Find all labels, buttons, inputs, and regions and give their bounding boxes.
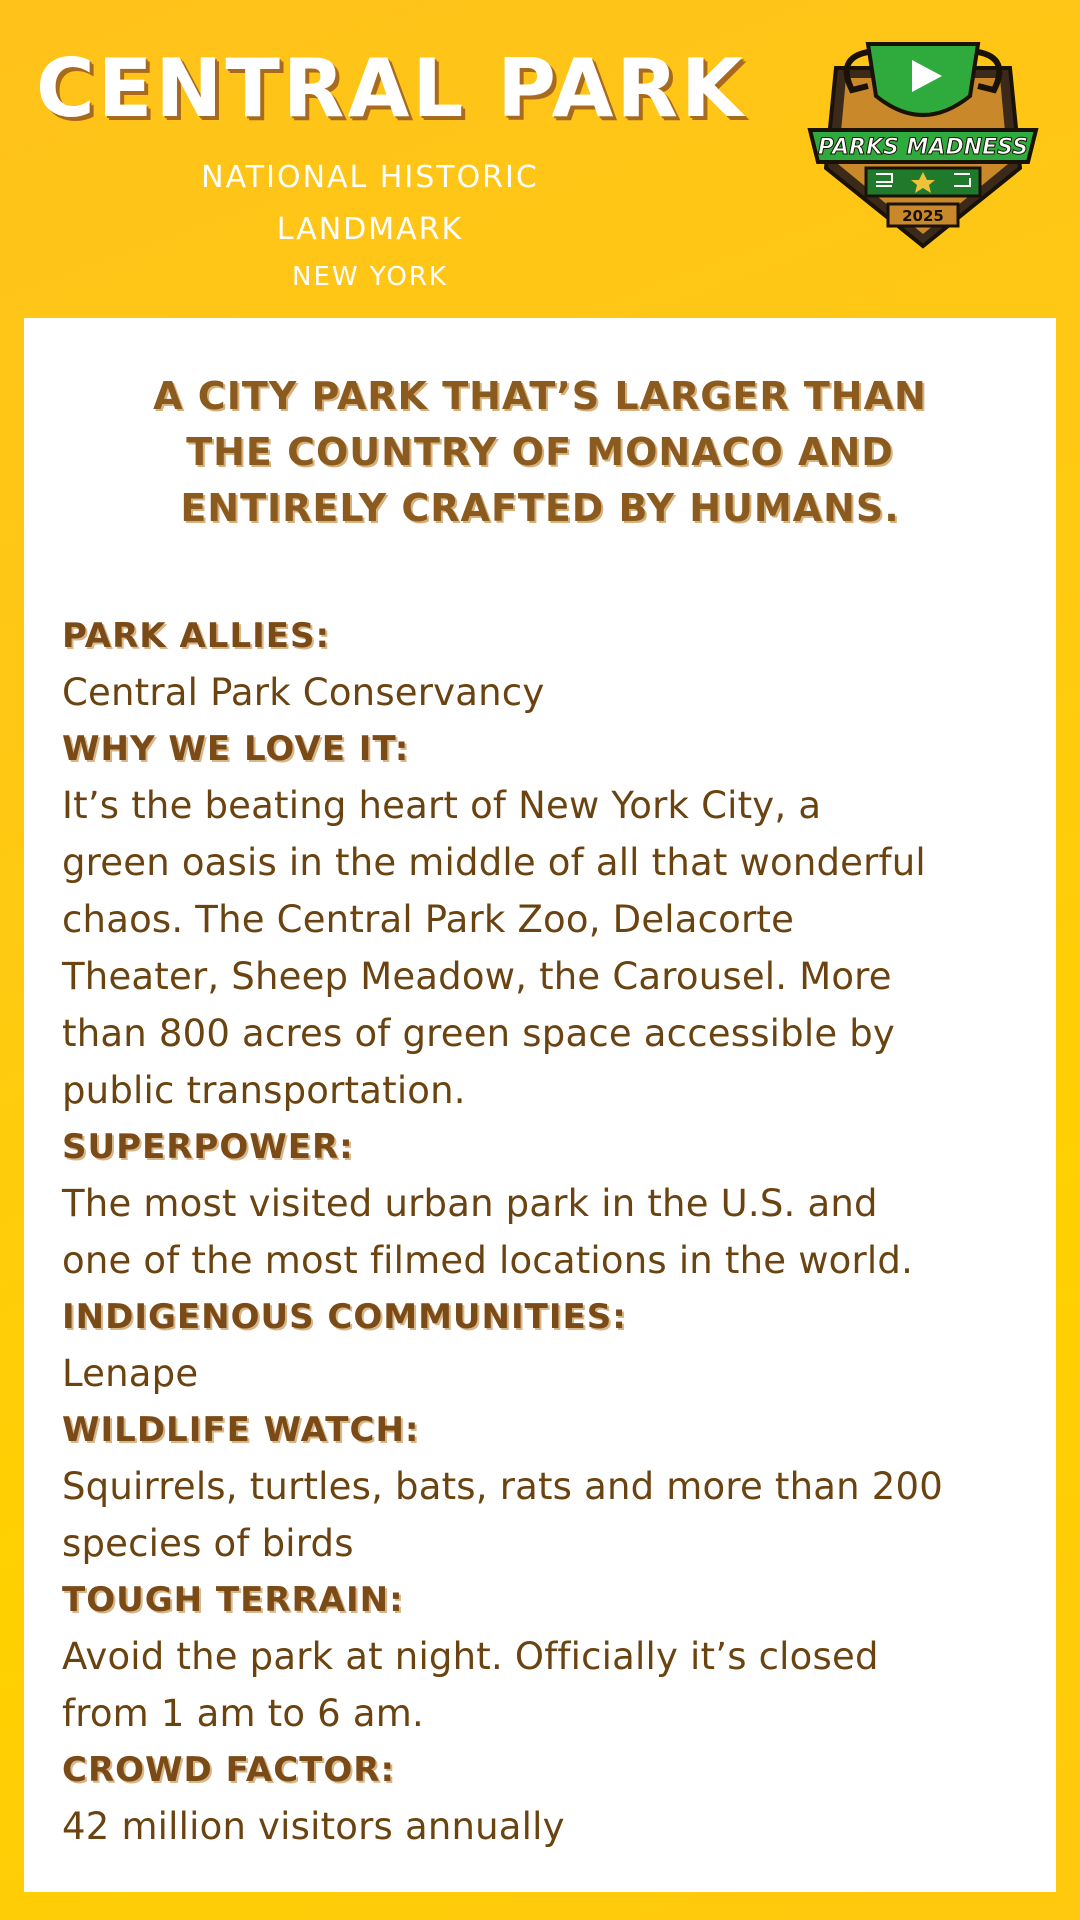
section-text: The most visited urban park in the U.S. and (62, 1182, 878, 1225)
section-text: 42 million visitors annually (62, 1805, 565, 1848)
state-label: NEW YORK (292, 262, 448, 292)
tagline-line: A CITY PARK THAT’S LARGER THAN (153, 374, 927, 418)
designation-line-1: NATIONAL HISTORIC (201, 160, 539, 195)
section-label-park-allies: PARK ALLIES: (62, 616, 331, 656)
tagline-line: ENTIRELY CRAFTED BY HUMANS. (180, 486, 900, 530)
section-text: Central Park Conservancy (62, 671, 545, 714)
section-text: one of the most filmed locations in the world. (62, 1239, 914, 1282)
section-label-crowd-factor: CROWD FACTOR: (62, 1750, 396, 1790)
section-label-indigenous-communities: INDIGENOUS COMMUNITIES: (62, 1297, 627, 1337)
section-text: green oasis in the middle of all that wonderful (62, 841, 926, 884)
section-text: Avoid the park at night. Officially it’s closed (62, 1635, 879, 1678)
section-text: from 1 am to 6 am. (62, 1692, 424, 1735)
section-label-why-we-love-it: WHY WE LOVE IT: (62, 729, 410, 769)
section-text: It’s the beating heart of New York City, a (62, 784, 822, 827)
section-label-tough-terrain: TOUGH TERRAIN: (62, 1580, 404, 1620)
tagline (24, 368, 1056, 536)
section-text: chaos. The Central Park Zoo, Delacorte (62, 898, 795, 941)
section-text: public transportation. (62, 1069, 466, 1112)
designation-line-2: LANDMARK (276, 212, 464, 247)
section-text: Lenape (62, 1352, 199, 1395)
section-text: Theater, Sheep Meadow, the Carousel. More (62, 955, 892, 998)
badge-name: PARKS MADNESS (817, 135, 1029, 160)
section-label-wildlife-watch: WILDLIFE WATCH: (62, 1410, 420, 1450)
badge-year: 2025 (902, 207, 944, 225)
section-text: than 800 acres of green space accessible by (62, 1012, 896, 1055)
section-label-superpower: SUPERPOWER: (62, 1127, 354, 1167)
section-text: species of birds (62, 1522, 354, 1565)
parks-madness-logo (806, 38, 1040, 250)
park-info-card (24, 318, 1056, 1892)
page-title: CENTRAL PARK (36, 42, 747, 135)
info-sections (62, 608, 1042, 1855)
tagline-line: THE COUNTRY OF MONACO AND (186, 430, 894, 474)
section-text: Squirrels, turtles, bats, rats and more than 200 (62, 1465, 943, 1508)
